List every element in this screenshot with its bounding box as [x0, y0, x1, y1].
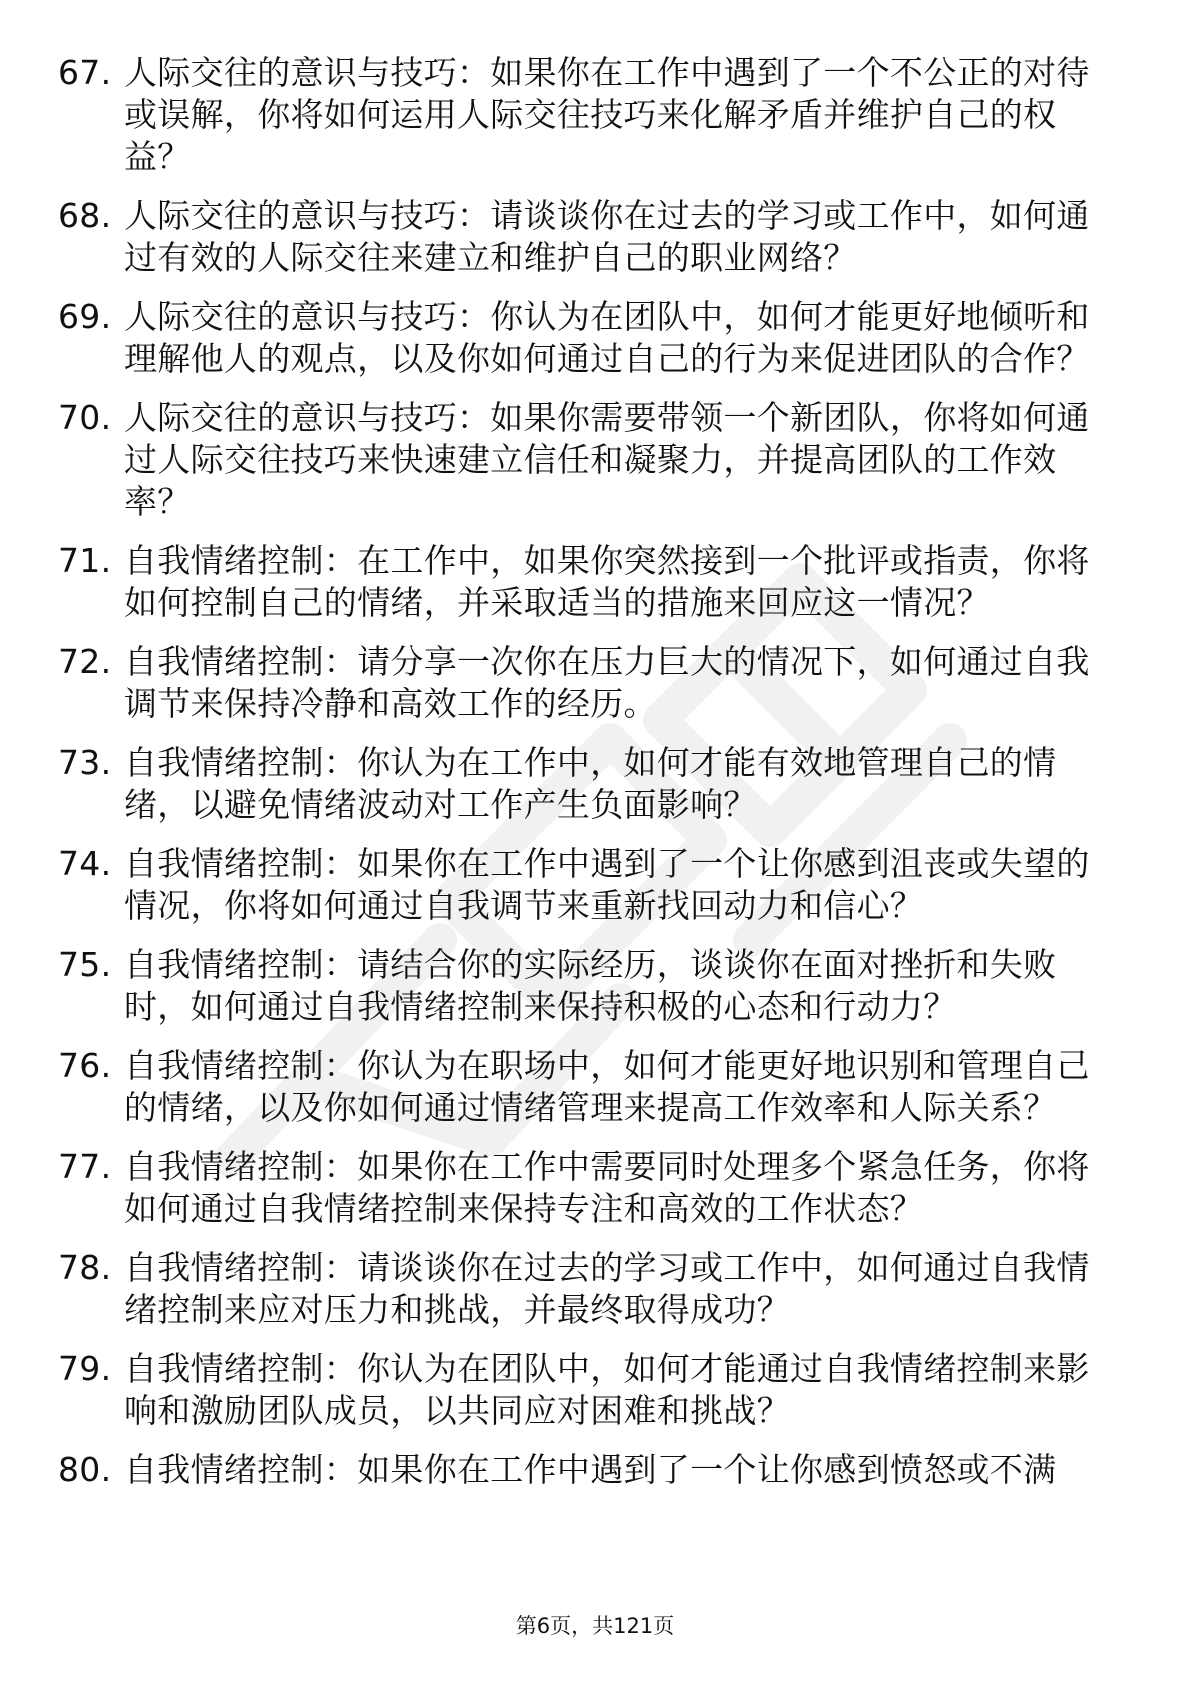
list-item	[58, 1348, 1108, 1432]
list-item	[58, 296, 1108, 380]
item-text: 人际交往的意识与技巧：你认为在团队中，如何才能更好地倾听和理解他人的观点，以及你如何通过自己的行为来促进团队的合作？	[124, 297, 1090, 378]
item-number: 78.	[58, 1248, 112, 1287]
item-text: 人际交往的意识与技巧：如果你在工作中遇到了一个不公正的对待或误解，你将如何运用人际交往技巧来化解矛盾并维护自己的权益？	[124, 53, 1090, 176]
list-item	[58, 540, 1108, 624]
list-item	[58, 742, 1108, 826]
list-item	[58, 1449, 1108, 1491]
item-text: 自我情绪控制：你认为在职场中，如何才能更好地识别和管理自己的情绪，以及你如何通过情绪管理来提高工作效率和人际关系？	[124, 1046, 1090, 1127]
page-number: 第6页，共121页	[515, 1614, 675, 1638]
item-number: 69.	[58, 297, 112, 336]
item-text: 人际交往的意识与技巧：如果你需要带领一个新团队，你将如何通过人际交往技巧来快速建立信任和凝聚力，并提高团队的工作效率？	[124, 398, 1090, 521]
question-list	[58, 52, 1108, 1508]
list-item	[58, 397, 1108, 523]
item-text: 自我情绪控制：你认为在工作中，如何才能有效地管理自己的情绪，以避免情绪波动对工作产生负面影响？	[124, 743, 1057, 824]
list-item	[58, 1146, 1108, 1230]
item-number: 67.	[58, 53, 112, 92]
item-text: 自我情绪控制：你认为在团队中，如何才能通过自我情绪控制来影响和激励团队成员，以共同应对困难和挑战？	[124, 1349, 1090, 1430]
list-item	[58, 843, 1108, 927]
page-footer	[0, 1612, 1190, 1640]
item-text: 自我情绪控制：在工作中，如果你突然接到一个批评或指责，你将如何控制自己的情绪，并采取适当的措施来回应这一情况？	[124, 541, 1090, 622]
item-text: 自我情绪控制：如果你在工作中遇到了一个让你感到沮丧或失望的情况，你将如何通过自我调节来重新找回动力和信心？	[124, 844, 1090, 925]
list-item	[58, 52, 1108, 178]
item-text: 自我情绪控制：请结合你的实际经历，谈谈你在面对挫折和失败时，如何通过自我情绪控制来保持积极的心态和行动力？	[124, 945, 1057, 1026]
item-number: 79.	[58, 1349, 112, 1388]
list-item	[58, 1247, 1108, 1331]
item-text: 自我情绪控制：如果你在工作中需要同时处理多个紧急任务，你将如何通过自我情绪控制来保持专注和高效的工作状态？	[124, 1147, 1090, 1228]
item-number: 80.	[58, 1450, 112, 1489]
item-number: 74.	[58, 844, 112, 883]
item-number: 72.	[58, 642, 112, 681]
item-number: 76.	[58, 1046, 112, 1085]
item-number: 75.	[58, 945, 112, 984]
item-number: 68.	[58, 196, 112, 235]
item-text: 自我情绪控制：如果你在工作中遇到了一个让你感到愤怒或不满	[124, 1450, 1057, 1489]
list-item	[58, 944, 1108, 1028]
item-number: 73.	[58, 743, 112, 782]
item-number: 70.	[58, 398, 112, 437]
list-item	[58, 641, 1108, 725]
item-number: 71.	[58, 541, 112, 580]
item-number: 77.	[58, 1147, 112, 1186]
item-text: 自我情绪控制：请谈谈你在过去的学习或工作中，如何通过自我情绪控制来应对压力和挑战，并最终取得成功？	[124, 1248, 1090, 1329]
list-item	[58, 195, 1108, 279]
item-text: 人际交往的意识与技巧：请谈谈你在过去的学习或工作中，如何通过有效的人际交往来建立和维护自己的职业网络？	[124, 196, 1090, 277]
list-item	[58, 1045, 1108, 1129]
item-text: 自我情绪控制：请分享一次你在压力巨大的情况下，如何通过自我调节来保持冷静和高效工作的经历。	[124, 642, 1090, 723]
